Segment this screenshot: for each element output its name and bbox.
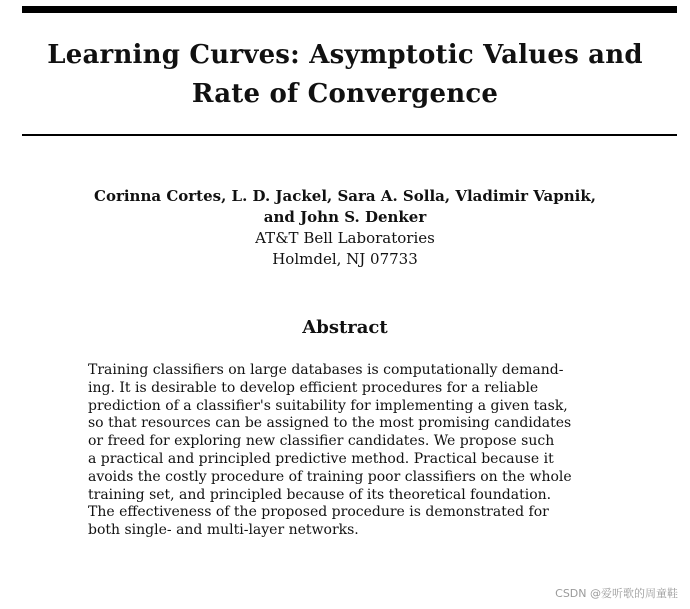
affiliation: AT&T Bell Laboratories bbox=[255, 229, 435, 247]
location: Holmdel, NJ 07733 bbox=[272, 250, 418, 268]
top-rule bbox=[22, 6, 677, 13]
abstract-line: a practical and principled predictive method. Practical because it bbox=[88, 450, 554, 467]
paper-title bbox=[0, 36, 690, 114]
abstract-body bbox=[88, 362, 618, 540]
author-names-line-2: and John S. Denker bbox=[263, 208, 427, 226]
author-names-line-1: Corinna Cortes, L. D. Jackel, Sara A. Solla, Vladimir Vapnik, bbox=[94, 187, 596, 205]
abstract-line: prediction of a classifier's suitability for implementing a given task, bbox=[88, 397, 568, 414]
abstract-line: ing. It is desirable to develop efficient procedures for a reliable bbox=[88, 379, 539, 396]
abstract-line: or freed for exploring new classifier candidates. We propose such bbox=[88, 433, 555, 450]
abstract-line: The effectiveness of the proposed procedure is demonstrated for bbox=[88, 504, 549, 521]
paper-title-line-1: Learning Curves: Asymptotic Values and bbox=[47, 40, 643, 70]
watermark: CSDN @爱听歌的周童鞋 bbox=[555, 587, 678, 600]
abstract-heading: Abstract bbox=[302, 317, 388, 338]
author-block bbox=[0, 186, 690, 270]
abstract-line: training set, and principled because of its theoretical foundation. bbox=[88, 486, 552, 503]
abstract-line: Training classifiers on large databases is computationally demand- bbox=[88, 362, 564, 378]
abstract-line: both single- and multi-layer networks. bbox=[88, 522, 359, 539]
title-bottom-rule bbox=[22, 134, 677, 136]
paper-title-line-2: Rate of Convergence bbox=[191, 79, 499, 109]
abstract-line: avoids the costly procedure of training poor classifiers on the whole bbox=[88, 468, 572, 485]
abstract-line: so that resources can be assigned to the most promising candidates bbox=[88, 415, 572, 432]
